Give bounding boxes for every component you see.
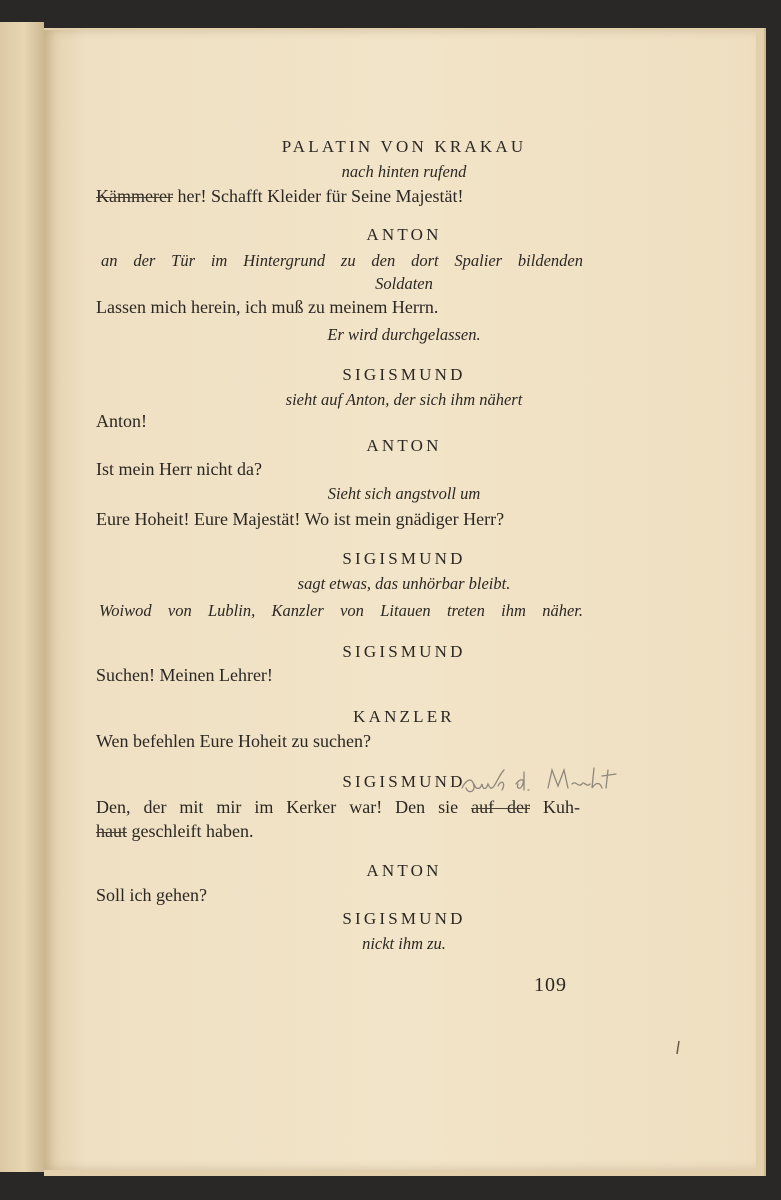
speaker-anton: ANTON bbox=[366, 861, 442, 880]
stage-direction: nach hinten rufend bbox=[341, 162, 467, 181]
dialogue-text: geschleift haben. bbox=[127, 821, 254, 841]
speaker-sigismund: SIGISMUND bbox=[342, 642, 466, 661]
stage-direction: Woiwod von Lublin, Kanzler von Litauen treten ihm näher. bbox=[99, 601, 583, 620]
struck-word: haut bbox=[96, 821, 127, 841]
struck-word: Kämmerer bbox=[96, 186, 173, 206]
speaker-sigismund: SIGISMUND bbox=[342, 772, 466, 791]
dialogue-line: Suchen! Meinen Lehrer! bbox=[96, 665, 273, 685]
speaker-sigismund: SIGISMUND bbox=[342, 909, 466, 928]
dialogue-text: Den, der mit mir im Kerker war! Den sie bbox=[96, 797, 472, 817]
stage-direction: sieht auf Anton, der sich ihm nähert bbox=[285, 390, 523, 409]
speaker-kanzler: KANZLER bbox=[353, 707, 455, 726]
dialogue-line bbox=[96, 185, 628, 207]
speaker-sigismund: SIGISMUND bbox=[342, 549, 466, 568]
dialogue-line: Soll ich gehen? bbox=[96, 885, 207, 905]
stage-direction: Soldaten bbox=[375, 274, 433, 293]
stage-direction: sagt etwas, das unhörbar bleibt. bbox=[297, 574, 511, 593]
handwritten-annotation bbox=[458, 760, 634, 806]
book-page bbox=[44, 30, 756, 1170]
speaker-sigismund: SIGISMUND bbox=[342, 365, 466, 384]
speaker-palatin: PALATIN VON KRAKAU bbox=[281, 137, 527, 156]
stage-direction: nickt ihm zu. bbox=[362, 934, 446, 953]
dialogue-text: Kuh- bbox=[530, 797, 580, 817]
dialogue-line: Wen befehlen Eure Hoheit zu suchen? bbox=[96, 731, 371, 751]
page-number: 109 bbox=[534, 974, 567, 996]
stage-direction: an der Tür im Hintergrund zu den dort Spalier bildenden bbox=[101, 251, 583, 270]
dialogue-line: Lassen mich herein, ich muß zu meinem Herrn. bbox=[96, 297, 439, 317]
speaker-anton: ANTON bbox=[366, 225, 442, 244]
ink-mark bbox=[674, 1040, 682, 1056]
dialogue-line: Anton! bbox=[96, 411, 147, 431]
dialogue-line: Eure Hoheit! Eure Majestät! Wo ist mein gnädiger Herr? bbox=[96, 509, 505, 529]
left-page-edge bbox=[0, 22, 44, 1172]
stage-direction: Sieht sich angstvoll um bbox=[327, 484, 481, 503]
stage-direction: Er wird durchgelassen. bbox=[327, 325, 481, 344]
dialogue-line bbox=[96, 820, 628, 842]
dialogue-text: her! Schafft Kleider für Seine Majestät! bbox=[172, 186, 464, 206]
speaker-anton: ANTON bbox=[366, 436, 442, 455]
struck-words: auf der bbox=[471, 797, 531, 817]
dialogue-line: Ist mein Herr nicht da? bbox=[96, 459, 262, 479]
